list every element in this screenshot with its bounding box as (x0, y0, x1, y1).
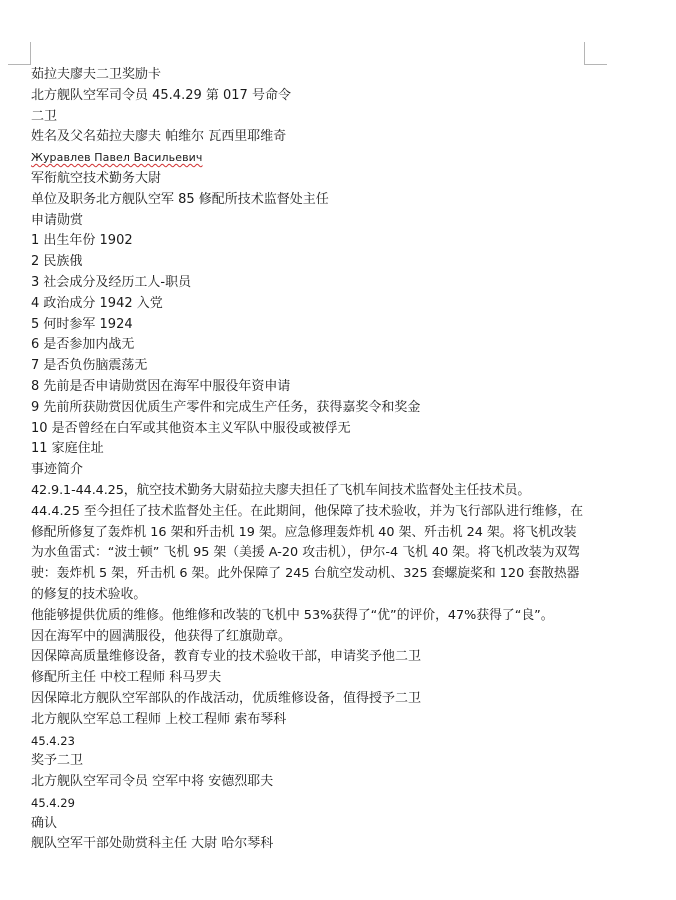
item-enlistment-year: 5 何时参军 1924 (31, 316, 133, 332)
item-birth-year: 1 出生年份 1902 (31, 233, 133, 249)
russian-name-text: Журавлев Павел Васильевич (31, 151, 203, 165)
award-name: 二卫 (31, 108, 58, 124)
personnel-section-signature: 舰队空军干部处勋赏科主任 大尉 哈尔琴科 (31, 836, 274, 852)
item-home-address: 11 家庭住址 (31, 441, 104, 457)
document-body[interactable] (31, 65, 591, 855)
recommendation-line: 因保障高质量维修设备，教育专业的技术验收干部，申请奖予他二卫 (31, 649, 422, 665)
deeds-paragraph-1: 42.9.1-44.4.25，航空技术勤务大尉茹拉夫廖夫担任了飞机车间技术监督处主任技术员。 (31, 482, 531, 498)
deeds-summary-heading: 事迹简介 (31, 462, 84, 478)
award-date: 45.4.29 (31, 795, 75, 810)
item-nationality: 2 民族俄 (31, 254, 83, 270)
deeds-paragraph-3: 他能够提供优质的维修。他维修和改装的飞机中 53%获得了“优”的评价，47%获得了“良”。 (31, 607, 554, 623)
unit-position-line: 单位及职务北方舰队空军 85 修配所技术监督处主任 (31, 191, 329, 207)
award-granted-line: 奖予二卫 (31, 753, 84, 769)
item-previous-application: 8 先前是否申请勋赏因在海军中服役年资申请 (31, 378, 291, 394)
order-reference: 北方舰队空军司令员 45.4.29 第 017 号命令 (31, 87, 291, 103)
item-previous-awards: 9 先前所获勋赏因优质生产零件和完成生产任务，获得嘉奖令和奖金 (31, 399, 421, 415)
chief-engineer-signature: 北方舰队空军总工程师 上校工程师 索布琴科 (31, 711, 287, 727)
repair-depot-chief-signature: 修配所主任 中校工程师 科马罗夫 (31, 670, 222, 686)
full-name-russian (31, 148, 591, 169)
item-wounds: 7 是否负伤脑震荡无 (31, 358, 148, 374)
endorsement-date: 45.4.23 (31, 733, 75, 748)
endorsement-line: 因保障北方舰队空军部队的作战活动，优质维修设备，值得授予二卫 (31, 690, 422, 706)
award-card-title: 茹拉夫廖夫二卫奖励卡 (31, 67, 162, 82)
item-civil-war: 6 是否参加内战无 (31, 337, 135, 353)
confirmation-heading: 确认 (31, 815, 58, 831)
item-party-membership: 4 政治成分 1942 入党 (31, 295, 163, 311)
commander-signature: 北方舰队空军司令员 空军中将 安德烈耶夫 (31, 774, 274, 790)
margin-marker-top-right (584, 42, 607, 65)
rank-line: 军衔航空技术勤务大尉 (31, 170, 162, 186)
item-white-army-service: 10 是否曾经在白军或其他资本主义军队中服役或被俘无 (31, 420, 351, 436)
red-banner-order-line: 因在海军中的圆满服役，他获得了红旗勋章。 (31, 628, 292, 644)
full-name-chinese: 姓名及父名茹拉夫廖夫 帕维尔 瓦西里耶维奇 (31, 129, 287, 145)
deeds-paragraph-2: 44.4.25 至今担任了技术监督处主任。在此期间，他保障了技术验收，并为飞行部队进行维修，在修配所修复了轰炸机 16 架和歼击机 19 架。应急修理轰炸机 40 架、歼击机 24 架。将飞机改装为水鱼雷式：“波士顿” 飞机 95 架（美援 A-20 攻击机），伊尔-4 飞机 40 架。将飞机改装为双驾驶：轰炸机 5 架，歼击机 6 架。此外保障了 245 台航空发动机、325 套螺旋桨和 120 套散热器的修复的技术验收。 (31, 503, 583, 602)
item-social-background: 3 社会成分及经历工人-职员 (31, 274, 192, 290)
margin-marker-top-left (8, 42, 31, 65)
award-application-heading: 申请勋赏 (31, 212, 84, 228)
